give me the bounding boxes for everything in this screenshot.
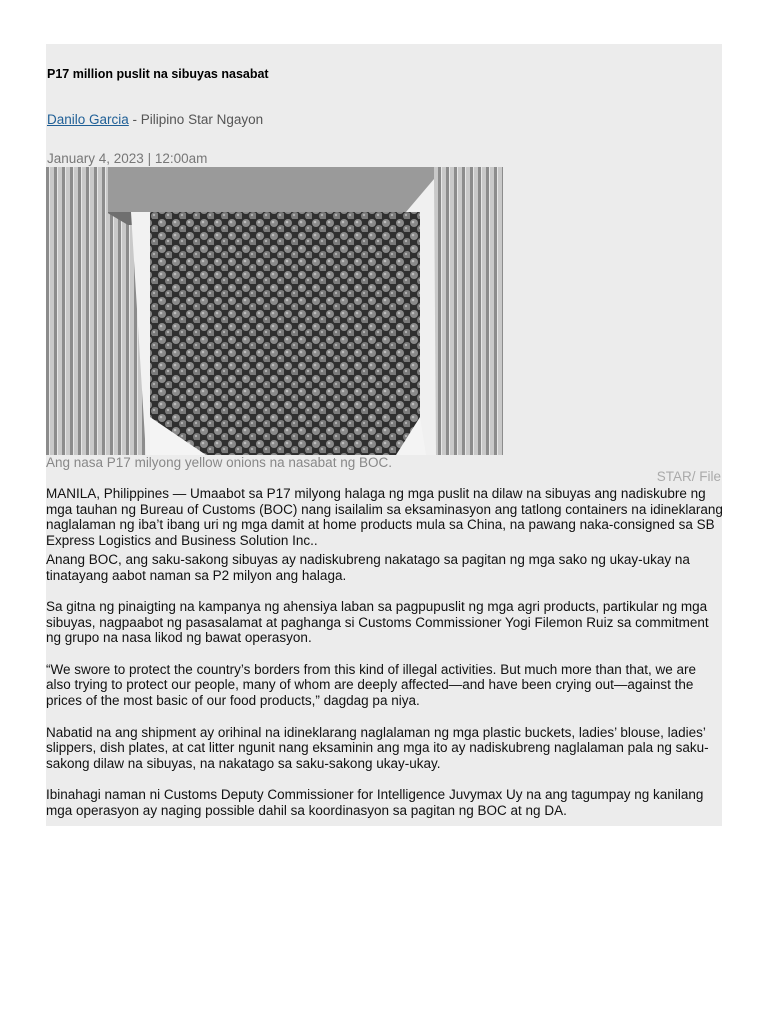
paragraph: MANILA, Philippines — Umaabot sa P17 milyong halaga ng mga puslit na dilaw na sibuyas ang nadiskubre ng mga tauhan ng Bureau of Customs (BOC) nang isailalim sa eksaminasyon ang tatlong containers na idineklarang naglalaman ng iba’t ibang uri ng mga damit at home products mula sa China, na pawang naka-consigned sa SB Express Logistics and Business Solution Inc.. [46,486,723,549]
paragraph: “We swore to protect the country’s borders from this kind of illegal activities. But much more than that, we are also trying to protect our people, many of whom are deeply affected—and have been crying out—against the prices of the most basic of our food products,” dagdag pa niya. [46,661,697,709]
byline [47,112,263,127]
paragraph: Ibinahagi naman ni Customs Deputy Commissioner for Intelligence Juvymax Uy na ang tagumpay ng kanilang mga operasyon ay naging possible dahil sa koordinasyon sa pagitan ng BOC at ng DA. [46,787,704,818]
paragraph: Sa gitna ng pinaigting na kampanya ng ahensiya laban sa pagpupuslit ng mga agri products, partikular ng mga sibuyas, nagpaabot ng pasasalamat at paghanga si Customs Commissioner Yogi Filemon Ruiz sa commitment ng grupo na nasa likod ng bawat operasyon. [46,598,709,646]
paragraph: Nabatid na ang shipment ay orihinal na idineklarang naglalaman ng mga plastic buckets, ladies’ blouse, ladies’ slippers, dish plates, at cat litter ngunit nang eksaminin ang mga ito ay nadiskubreng naglalaman pala ng saku-sakong dilaw na sibuyas, na nakatago sa saku-sakong ukay-ukay. [46,724,709,771]
author-link[interactable]: Danilo Garcia [47,112,129,127]
publish-date: January 4, 2023 | 12:00am [47,151,208,166]
photo-credit: STAR/ File [656,469,721,484]
photo-caption: Ang nasa P17 milyong yellow onions na nasabat ng BOC. [46,455,392,470]
article-title: P17 million puslit na sibuyas nasabat [47,67,269,81]
article-photo [46,167,503,455]
article-body [46,486,723,819]
paragraph: Anang BOC, ang saku-sakong sibuyas ay nadiskubreng nakatago sa pagitan ng mga sako ng ukay-ukay na tinatayang aabot naman sa P2 milyon ang halaga. [46,551,690,583]
publication-name: - Pilipino Star Ngayon [128,112,264,127]
